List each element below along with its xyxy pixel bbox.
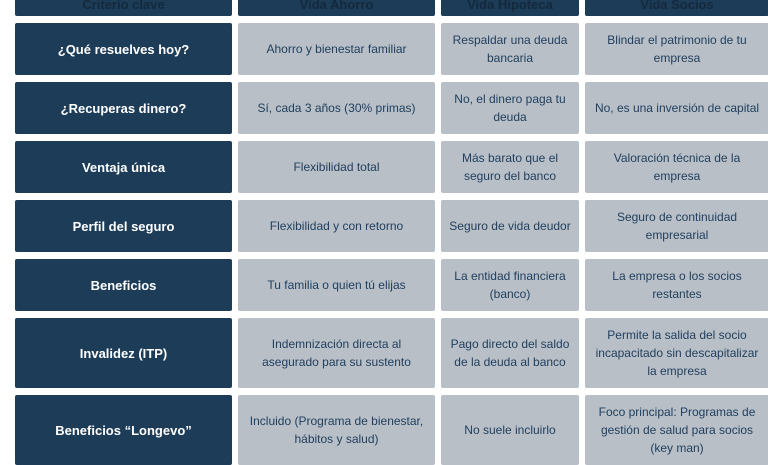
table-cell: Sí, cada 3 años (30% primas): [238, 82, 435, 134]
table-cell: Seguro de continuidad empresarial: [585, 200, 768, 252]
header-cell-criteria: Criterio clave: [15, 0, 232, 16]
header-cell-product-3: Vida Socios: [585, 0, 768, 16]
table-cell: La entidad financiera (banco): [441, 259, 579, 311]
row-label: Invalidez (ITP): [15, 318, 232, 388]
table-cell: Seguro de vida deudor: [441, 200, 579, 252]
table-cell: Flexibilidad y con retorno: [238, 200, 435, 252]
row-label: ¿Recuperas dinero?: [15, 82, 232, 134]
table-cell: No, el dinero paga tu deuda: [441, 82, 579, 134]
table-cell: Tu familia o quien tú elijas: [238, 259, 435, 311]
header-cell-product-1: Vida Ahorro: [238, 0, 435, 16]
row-label: Ventaja única: [15, 141, 232, 193]
table-cell: Foco principal: Programas de gestión de salud para socios (key man): [585, 395, 768, 465]
table-cell: Flexibilidad total: [238, 141, 435, 193]
header-cell-product-2: Vida Hipoteca: [441, 0, 579, 16]
row-label: Beneficios: [15, 259, 232, 311]
table-cell: Respaldar una deuda bancaria: [441, 23, 579, 75]
table-cell: No suele incluirlo: [441, 395, 579, 465]
table-cell: Más barato que el seguro del banco: [441, 141, 579, 193]
row-label: Perfil del seguro: [15, 200, 232, 252]
table-cell: La empresa o los socios restantes: [585, 259, 768, 311]
table-cell: Blindar el patrimonio de tu empresa: [585, 23, 768, 75]
table-cell: Permite la salida del socio incapacitado sin descapitalizar la empresa: [585, 318, 768, 388]
table-cell: No, es una inversión de capital: [585, 82, 768, 134]
table-cell: Valoración técnica de la empresa: [585, 141, 768, 193]
table-cell: Ahorro y bienestar familiar: [238, 23, 435, 75]
table-cell: Pago directo del saldo de la deuda al banco: [441, 318, 579, 388]
row-label: Beneficios “Longevo”: [15, 395, 232, 465]
comparison-table: [15, 0, 768, 465]
table-cell: Indemnización directa al asegurado para su sustento: [238, 318, 435, 388]
table-cell: Incluido (Programa de bienestar, hábitos y salud): [238, 395, 435, 465]
row-label: ¿Qué resuelves hoy?: [15, 23, 232, 75]
